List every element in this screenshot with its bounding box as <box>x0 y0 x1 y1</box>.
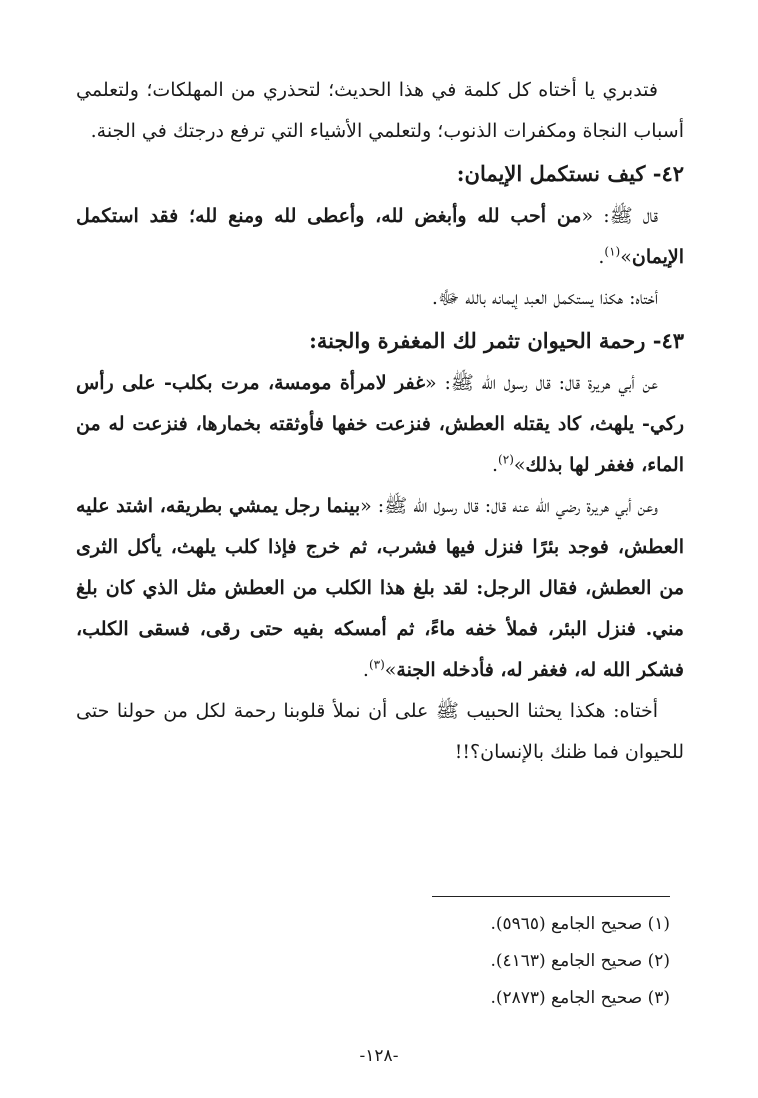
hadith-text: بينما رجل يمشي بطريقه، اشتد عليه العطش، فوجد بئرًا فنزل فيها فشرب، ثم خرج فإذا كلب يلهث، يأكل الثرى من العطش، فقال الرجل: لقد بلغ هذا الكلب من العطش مثل الذي كان بلغ مني. فنزل البئر، فملأ خفه ماءً، ثم أمسكه بفيه حتى رقى، فسقى الكلب، فشكر الله له، فغفر له، فأدخله الجنة <box>76 495 684 681</box>
footnote-ref: (٢) <box>498 452 514 467</box>
section-43-heading: ٤٣- رحمة الحيوان تثمر لك المغفرة والجنة: <box>309 328 684 353</box>
section-42-hadith <box>76 196 684 278</box>
page-number: -١٢٨- <box>359 1046 399 1066</box>
intro-paragraph: فتدبري يا أختاه كل كلمة في هذا الحديث؛ لتحذري من المهلكات؛ ولتعلمي أسباب النجاة ومكفرات الذنوب؛ ولتعلمي الأشياء التي ترفع درجتك في الجنة. <box>76 79 684 142</box>
footnote-divider <box>432 896 670 897</box>
hadith-intro: عن أبي هريرة قال: قال رسول الله ﷺ: « <box>425 372 658 394</box>
section-42-comment: أختاه: هكذا يستكمل العبد إيمانه بالله ﷻ. <box>431 287 658 309</box>
section-43-hadith-2 <box>76 486 684 691</box>
section-42-heading: ٤٢- كيف نستكمل الإيمان: <box>456 161 684 186</box>
hadith-close: » <box>620 246 632 268</box>
hadith-close: » <box>513 454 526 476</box>
hadith-intro: قال ﷺ: « <box>581 205 658 227</box>
footnote-1: (١) صحيح الجامع (٥٩٦٥). <box>490 914 670 934</box>
footnote-2: (٢) صحيح الجامع (٤١٦٣). <box>490 951 670 971</box>
section-43-comment: أختاه: هكذا يحثنا الحبيب ﷺ على أن نملأ قلوبنا رحمة لكل من حولنا حتى للحيوان فما ظنك بالإنسان؟!! <box>76 700 684 763</box>
footnote-ref: (٣) <box>368 657 385 672</box>
hadith-close: » <box>384 659 397 681</box>
hadith-end: . <box>492 454 499 476</box>
hadith-end: . <box>598 246 605 268</box>
hadith-intro: وعن أبي هريرة رضي الله عنه قال: قال رسول الله ﷺ: « <box>360 495 658 517</box>
footnotes <box>76 906 670 1017</box>
hadith-end: . <box>362 659 369 681</box>
hadith-text: من أحب لله وأبغض لله، وأعطى لله ومنع لله؛ فقد استكمل الإيمان <box>76 205 684 268</box>
footnote-3: (٣) صحيح الجامع (٢٨٧٣). <box>490 988 670 1008</box>
page-body <box>76 70 684 773</box>
section-43-hadith-1 <box>76 363 684 486</box>
footnote-ref: (١) <box>604 244 621 259</box>
hadith-text: غفر لامرأة مومسة، مرت بكلب- على رأس ركي- يلهث، كاد يقتله العطش، فنزعت خفها فأوثقته بخمارها، فنزعت له من الماء، فغفر لها بذلك <box>76 372 684 476</box>
